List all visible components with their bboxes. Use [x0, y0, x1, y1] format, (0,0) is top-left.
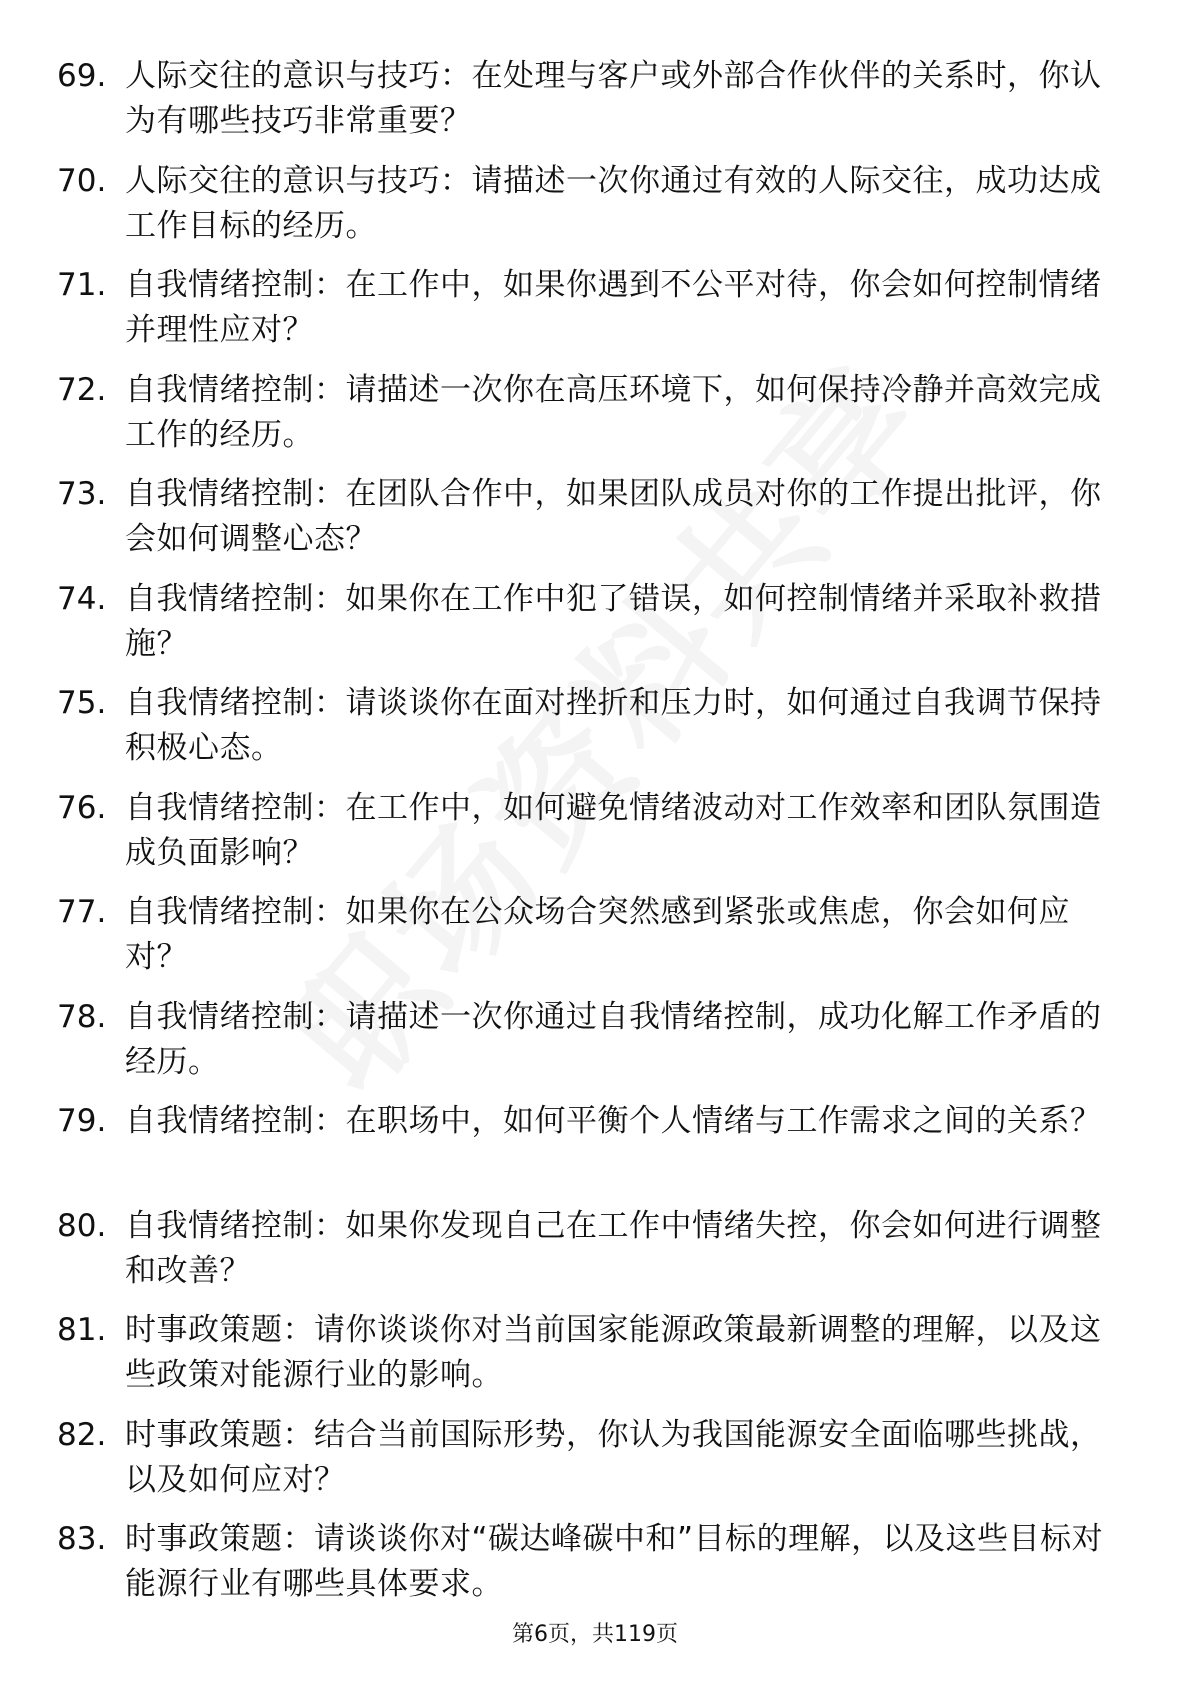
question-item	[57, 681, 1117, 786]
question-text: 自我情绪控制：如果你发现自己在工作中情绪失控，你会如何进行调整和改善？	[125, 1207, 1102, 1289]
question-text: 人际交往的意识与技巧：在处理与客户或外部合作伙伴的关系时，你认为有哪些技巧非常重要？	[125, 58, 1102, 139]
question-text: 时事政策题：请谈谈你对“碳达峰碳中和”目标的理解，以及这些目标对能源行业有哪些具体要求。	[125, 1521, 1104, 1602]
question-text: 人际交往的意识与技巧：请描述一次你通过有效的人际交往，成功达成工作目标的经历。	[125, 162, 1102, 244]
question-number: 79.	[57, 1103, 107, 1139]
question-number: 78.	[57, 998, 107, 1035]
question-number: 76.	[57, 789, 107, 826]
page-footer: 第6页，共119页	[512, 1622, 678, 1647]
question-number: 81.	[57, 1312, 107, 1348]
question-number: 71.	[57, 267, 107, 303]
question-number: 77.	[57, 894, 107, 930]
question-item	[57, 786, 1117, 891]
question-item	[57, 472, 1117, 577]
question-text: 自我情绪控制：在工作中，如果你遇到不公平对待，你会如何控制情绪并理性应对？	[125, 267, 1102, 348]
question-number: 74.	[57, 580, 107, 617]
question-item	[57, 1308, 1117, 1413]
question-item	[57, 54, 1117, 159]
question-item	[57, 368, 1117, 473]
question-item	[57, 1517, 1117, 1622]
question-item	[57, 159, 1117, 264]
question-item	[57, 995, 1117, 1100]
question-item	[57, 263, 1117, 368]
question-text: 自我情绪控制：在工作中，如何避免情绪波动对工作效率和团队氛围造成负面影响？	[125, 789, 1102, 871]
question-text: 自我情绪控制：如果你在工作中犯了错误，如何控制情绪并采取补救措施？	[125, 580, 1102, 662]
question-text: 自我情绪控制：请描述一次你通过自我情绪控制，成功化解工作矛盾的经历。	[125, 998, 1102, 1080]
question-text: 时事政策题：结合当前国际形势，你认为我国能源安全面临哪些挑战，以及如何应对？	[125, 1416, 1102, 1498]
question-text: 自我情绪控制：请谈谈你在面对挫折和压力时，如何通过自我调节保持积极心态。	[125, 685, 1102, 766]
question-number: 70.	[57, 162, 107, 199]
question-item	[57, 1204, 1117, 1309]
question-list	[57, 54, 1117, 1622]
question-item	[57, 890, 1117, 995]
question-number: 75.	[57, 685, 107, 721]
question-item	[57, 577, 1117, 682]
question-item	[57, 1413, 1117, 1518]
question-item	[57, 1099, 1117, 1204]
question-text: 时事政策题：请你谈谈你对当前国家能源政策最新调整的理解，以及这些政策对能源行业的影响。	[125, 1312, 1102, 1393]
question-number: 80.	[57, 1207, 107, 1244]
question-number: 73.	[57, 476, 107, 512]
question-number: 83.	[57, 1521, 107, 1557]
question-number: 69.	[57, 58, 107, 94]
question-text: 自我情绪控制：在团队合作中，如果团队成员对你的工作提出批评，你会如何调整心态？	[125, 476, 1102, 557]
question-text: 自我情绪控制：请描述一次你在高压环境下，如何保持冷静并高效完成工作的经历。	[125, 371, 1102, 453]
question-number: 82.	[57, 1416, 107, 1453]
question-number: 72.	[57, 371, 107, 408]
question-text: 自我情绪控制：在职场中，如何平衡个人情绪与工作需求之间的关系？	[125, 1103, 1102, 1139]
question-text: 自我情绪控制：如果你在公众场合突然感到紧张或焦虑，你会如何应对？	[125, 894, 1070, 975]
